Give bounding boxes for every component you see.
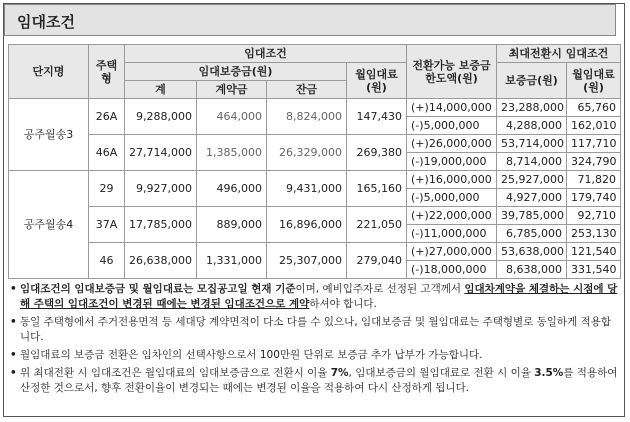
note-4-e: 를 적용하여 산정한 것으로서, 향후 전환이율이 변경되는 때에는 변경된 이율을 적용하여 다시 산정하게 됩니다. bbox=[20, 367, 618, 394]
table-row bbox=[9, 99, 621, 117]
deposit-balance: 8,824,000 bbox=[267, 99, 347, 135]
deposit-balance: 9,431,000 bbox=[267, 171, 347, 207]
note-1-bold: 임대조건의 임대보증금 및 월임대료는 모집공고일 현재 기준 bbox=[20, 283, 296, 295]
convert-limit: (+)26,000,000 bbox=[407, 135, 497, 153]
convert-limit: (-)19,000,000 bbox=[407, 153, 497, 171]
monthly-rent: 147,430 bbox=[347, 99, 407, 135]
deposit-balance: 26,329,000 bbox=[267, 135, 347, 171]
max-deposit: 4,927,000 bbox=[497, 189, 567, 207]
house-type: 37A bbox=[89, 207, 125, 243]
header-complex: 단지명 bbox=[9, 45, 89, 99]
note-item bbox=[8, 315, 618, 345]
section-title-bar bbox=[4, 4, 616, 36]
convert-limit: (-)5,000,000 bbox=[407, 117, 497, 135]
max-monthly: 324,790 bbox=[567, 153, 621, 171]
header-monthly: 월임대료(원) bbox=[347, 63, 407, 99]
deposit-balance: 25,307,000 bbox=[267, 243, 347, 279]
house-type: 26A bbox=[89, 99, 125, 135]
max-deposit: 8,638,000 bbox=[497, 261, 567, 279]
deposit-total: 9,927,000 bbox=[125, 171, 197, 207]
header-total: 계 bbox=[125, 81, 197, 99]
deposit-contract: 496,000 bbox=[197, 171, 267, 207]
house-type: 46 bbox=[89, 243, 125, 279]
deposit-contract: 464,000 bbox=[197, 99, 267, 135]
max-deposit: 8,714,000 bbox=[497, 153, 567, 171]
header-balance: 잔금 bbox=[267, 81, 347, 99]
max-monthly: 253,130 bbox=[567, 225, 621, 243]
note-1-underline: 임대차계약을 체결하는 시점에 당해 주택의 임대조건이 변경된 때에는 변경된 임대조건으로 계약 bbox=[20, 283, 618, 310]
deposit-total: 26,638,000 bbox=[125, 243, 197, 279]
table-row bbox=[9, 207, 621, 225]
monthly-rent: 221,050 bbox=[347, 207, 407, 243]
rent-conditions-table bbox=[8, 44, 621, 279]
max-monthly: 117,710 bbox=[567, 135, 621, 153]
note-2-text: 동일 주택형에서 주거전용면적 등 세대당 계약면적이 다소 다를 수 있으나, 임대보증금 및 월임대료는 주택형별로 동일하게 적용합니다. bbox=[20, 316, 611, 343]
deposit-contract: 889,000 bbox=[197, 207, 267, 243]
bullet-icon: • bbox=[10, 316, 17, 328]
monthly-rent: 279,040 bbox=[347, 243, 407, 279]
monthly-rent: 165,160 bbox=[347, 171, 407, 207]
convert-limit: (+)14,000,000 bbox=[407, 99, 497, 117]
complex-name: 공주월송3 bbox=[9, 99, 89, 171]
header-rent-conditions: 임대조건 bbox=[125, 45, 407, 63]
max-monthly: 179,740 bbox=[567, 189, 621, 207]
convert-limit: (+)16,000,000 bbox=[407, 171, 497, 189]
max-monthly: 92,710 bbox=[567, 207, 621, 225]
deposit-contract: 1,331,000 bbox=[197, 243, 267, 279]
note-1-end: 하셔야 합니다. bbox=[309, 298, 377, 310]
header-max-conversion: 최대전환시 임대조건 bbox=[497, 45, 621, 63]
header-contract: 계약금 bbox=[197, 81, 267, 99]
note-item bbox=[8, 366, 618, 396]
deposit-total: 27,714,000 bbox=[125, 135, 197, 171]
house-type: 29 bbox=[89, 171, 125, 207]
notes-section bbox=[8, 282, 618, 399]
max-monthly: 71,820 bbox=[567, 171, 621, 189]
complex-name: 공주월송4 bbox=[9, 171, 89, 279]
max-deposit: 53,638,000 bbox=[497, 243, 567, 261]
max-deposit: 6,785,000 bbox=[497, 225, 567, 243]
max-deposit: 39,785,000 bbox=[497, 207, 567, 225]
monthly-rent: 269,380 bbox=[347, 135, 407, 171]
max-deposit: 4,288,000 bbox=[497, 117, 567, 135]
max-monthly: 121,540 bbox=[567, 243, 621, 261]
bullet-icon: • bbox=[10, 367, 17, 379]
header-convertible: 전환가능 보증금 한도액(원) bbox=[407, 45, 497, 99]
note-4-c: , 임대보증금의 월임대료로 전환 시 이율 bbox=[348, 367, 535, 379]
max-deposit: 23,288,000 bbox=[497, 99, 567, 117]
deposit-total: 17,785,000 bbox=[125, 207, 197, 243]
deposit-total: 9,288,000 bbox=[125, 99, 197, 135]
note-1-mid: 이며, 예비입주자로 선정된 고객께서 bbox=[295, 283, 465, 295]
deposit-balance: 16,896,000 bbox=[267, 207, 347, 243]
max-monthly: 331,540 bbox=[567, 261, 621, 279]
convert-limit: (-)18,000,000 bbox=[407, 261, 497, 279]
note-item bbox=[8, 282, 618, 312]
section-title: 임대조건 bbox=[17, 13, 75, 31]
convert-limit: (-)5,000,000 bbox=[407, 189, 497, 207]
note-3-text: 월임대료의 보증금 전환은 임차인의 선택사항으로서 100만원 단위로 보증금 추가 납부가 가능합니다. bbox=[20, 349, 483, 361]
header-type: 주택형 bbox=[89, 45, 125, 99]
max-deposit: 53,714,000 bbox=[497, 135, 567, 153]
note-item bbox=[8, 348, 618, 363]
table-row bbox=[9, 135, 621, 153]
convert-limit: (+)22,000,000 bbox=[407, 207, 497, 225]
bullet-icon: • bbox=[10, 283, 17, 295]
note-4-rate-a: 7% bbox=[330, 367, 349, 379]
header-max-deposit: 보증금(원) bbox=[497, 63, 567, 99]
max-monthly: 162,010 bbox=[567, 117, 621, 135]
convert-limit: (-)11,000,000 bbox=[407, 225, 497, 243]
bullet-icon: • bbox=[10, 349, 17, 361]
convert-limit: (+)27,000,000 bbox=[407, 243, 497, 261]
table-row bbox=[9, 171, 621, 189]
table-row bbox=[9, 243, 621, 261]
max-deposit: 25,927,000 bbox=[497, 171, 567, 189]
header-deposit-group: 임대보증금(원) bbox=[125, 63, 347, 81]
max-monthly: 65,760 bbox=[567, 99, 621, 117]
deposit-contract: 1,385,000 bbox=[197, 135, 267, 171]
note-4-a: 위 최대전환 시 임대조건은 월임대료의 임대보증금으로 전환시 이율 bbox=[20, 367, 331, 379]
house-type: 46A bbox=[89, 135, 125, 171]
note-4-rate-b: 3.5% bbox=[534, 367, 564, 379]
header-max-monthly: 월임대료(원) bbox=[567, 63, 621, 99]
